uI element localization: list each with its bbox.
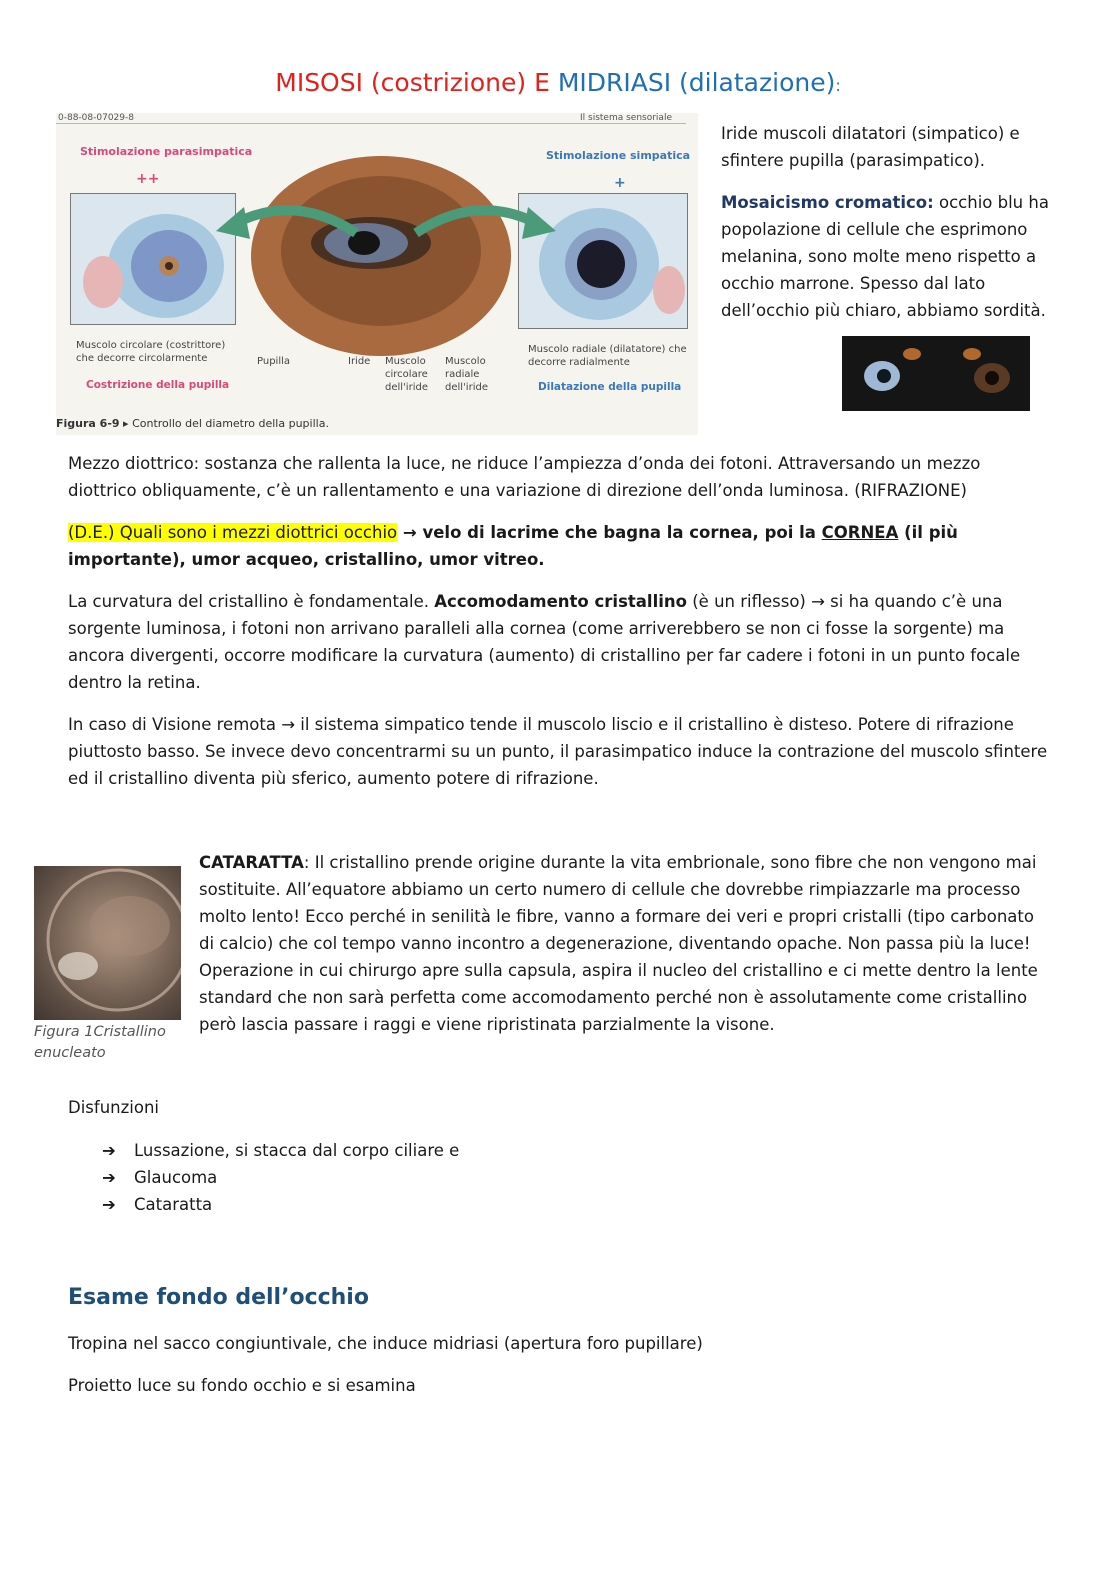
constriction-label: Costrizione della pupilla bbox=[86, 379, 230, 391]
lens-illustration bbox=[34, 866, 181, 1020]
figure-caption-number: Figura 6-9 bbox=[56, 417, 120, 430]
pupil-diameter-figure bbox=[56, 113, 698, 435]
iris-radial-muscle-label: Muscolo radiale dell'iride bbox=[445, 356, 488, 393]
figure-caption-text: Controllo del diametro della pupilla. bbox=[132, 417, 329, 430]
pupil-label: Pupilla bbox=[257, 356, 291, 367]
iris-label: Iride bbox=[348, 356, 371, 367]
figure-caption: Figura 6-9 ▸ Controllo del diametro della pupilla. bbox=[56, 417, 329, 430]
esame-heading: Esame fondo dell’occhio bbox=[68, 1285, 369, 1310]
lens-caption: Figura 1Cristallino enucleato bbox=[34, 1024, 166, 1061]
curvatura-text-2: (è un riflesso) → si ha quando c’è una sorgente luminosa, i fotoni non arrivano paralleli alla cornea (come arriverebbero se non ci fosse la sorgente) ma ancora divergenti, occorre modificare la curvatura (aumento) di cristallino per far cadere i fotoni in un punto focale dentro la retina. bbox=[68, 592, 1021, 692]
list-item-label: Cataratta bbox=[134, 1195, 213, 1214]
disfunzioni-list bbox=[102, 1137, 459, 1218]
title-midriasi: MIDRIASI (dilatazione) bbox=[557, 68, 836, 97]
parasympathetic-sign: ++ bbox=[136, 171, 160, 187]
parasympathetic-label: Stimolazione parasimpatica bbox=[80, 145, 253, 158]
figure-header-line bbox=[56, 123, 686, 124]
arrow-bullet-icon: ➔ bbox=[102, 1168, 116, 1187]
radial-muscle-label: Muscolo radiale (dilatatore) che decorre radialmente bbox=[528, 344, 687, 368]
mezzi-answer-1: velo di lacrime che bagna la cornea, poi la bbox=[422, 523, 822, 542]
disfunzioni-heading: Disfunzioni bbox=[68, 1098, 159, 1117]
dog-eyes-illustration bbox=[842, 336, 1030, 411]
arrow-icon: → bbox=[397, 523, 423, 542]
proietto-paragraph: Proietto luce su fondo occhio e si esamina bbox=[68, 1376, 416, 1395]
tropina-paragraph: Tropina nel sacco congiuntivale, che induce midriasi (apertura foro pupillare) bbox=[68, 1334, 703, 1353]
list-item bbox=[102, 1164, 459, 1191]
page-title bbox=[0, 68, 1116, 97]
figure-code: 0-88-08-07029-8 bbox=[58, 113, 134, 123]
arrow-bullet-icon: ➔ bbox=[102, 1195, 116, 1214]
title-colon: : bbox=[835, 76, 841, 95]
mezzo-diottrico-paragraph: Mezzo diottrico: sostanza che rallenta la luce, ne riduce l’ampiezza d’onda dei fotoni. Attraversando un mezzo diottrico obliquamente, c’è un rallentamento e una variazione di direzione dell’onda luminosa. (RIFRAZIONE) bbox=[68, 454, 981, 500]
figure-section: Il sistema sensoriale bbox=[580, 113, 672, 123]
arrow-bullet-icon: ➔ bbox=[102, 1141, 116, 1160]
sympathetic-sign: + bbox=[614, 175, 626, 191]
cataratta-paragraph bbox=[199, 849, 1049, 1038]
cornea-term: CORNEA bbox=[821, 523, 899, 542]
mosaicismo-text: occhio blu ha popolazione di cellule che esprimono melanina, sono molte meno rispetto a occhio marrone. Spesso dal lato dell’occhio più chiaro, abbiamo sordità. bbox=[721, 193, 1049, 320]
mezzi-answer-2: (il più importante), umor acqueo, cristallino, umor vitreo. bbox=[68, 523, 958, 569]
cataratta-term: CATARATTA bbox=[199, 853, 304, 872]
visione-remota-paragraph: In caso di Visione remota → il sistema simpatico tende il muscolo liscio e il cristallino è disteso. Potere di rifrazione piuttosto basso. Se invece devo concentrarmi su un punto, il parasimpatico induce la contrazione del muscolo sfintere ed il cristallino diventa più sferico, aumento potere di rifrazione. bbox=[68, 715, 1048, 788]
title-misosi: MISOSI (costrizione) E bbox=[275, 68, 558, 97]
mosaicismo-term: Mosaicismo cromatico: bbox=[721, 193, 934, 212]
accomodamento-term: Accomodamento cristallino bbox=[434, 592, 687, 611]
list-item bbox=[102, 1191, 459, 1218]
mezzi-diottrici-paragraph bbox=[68, 519, 1048, 573]
accomodamento-paragraph bbox=[68, 588, 1048, 696]
arrows-icon bbox=[206, 183, 566, 253]
enucleated-lens-photo bbox=[34, 866, 181, 1020]
cataratta-text: : Il cristallino prende origine durante la vita embrionale, sono fibre che non vengono mai sostituite. All’equatore abbiamo un certo numero di cellule che dovrebbe rimpiazzarle ma processo molto lento! Ecco perché in senilità le fibre, vanno a formare dei veri e propri cristalli (tipo carbonato di calcio) che col tempo vanno incontro a degenerazione, diventando opache. Non passa più la luce! Operazione in cui chirurgo apre sulla capsula, aspira il nucleo del cristallino e ci mette dentro la lente standard che non sarà perfetta come accomodamento perché non è assolutamente come cristallino però lascia passare i raggi e viene ripristinata parzialmente la visone. bbox=[199, 853, 1038, 1034]
curvatura-text-1: La curvatura del cristallino è fondamentale. bbox=[68, 592, 435, 611]
list-item bbox=[102, 1137, 459, 1164]
iride-paragraph: Iride muscoli dilatatori (simpatico) e sfintere pupilla (parasimpatico). bbox=[721, 124, 1020, 170]
sympathetic-label: Stimolazione simpatica bbox=[546, 149, 691, 162]
dilation-label: Dilatazione della pupilla bbox=[538, 381, 682, 393]
dog-heterochromia-photo bbox=[842, 336, 1030, 411]
list-item-label: Glaucoma bbox=[134, 1168, 218, 1187]
list-item-label: Lussazione, si stacca dal corpo ciliare e bbox=[134, 1141, 460, 1160]
circular-muscle-label: Muscolo circolare (costrittore) che decorre circolarmente bbox=[76, 340, 226, 364]
iris-circular-muscle-label: Muscolo circolare dell'iride bbox=[385, 356, 428, 393]
exam-question-highlight: (D.E.) Quali sono i mezzi diottrici occhio bbox=[68, 523, 398, 542]
mosaicismo-paragraph bbox=[721, 189, 1051, 324]
